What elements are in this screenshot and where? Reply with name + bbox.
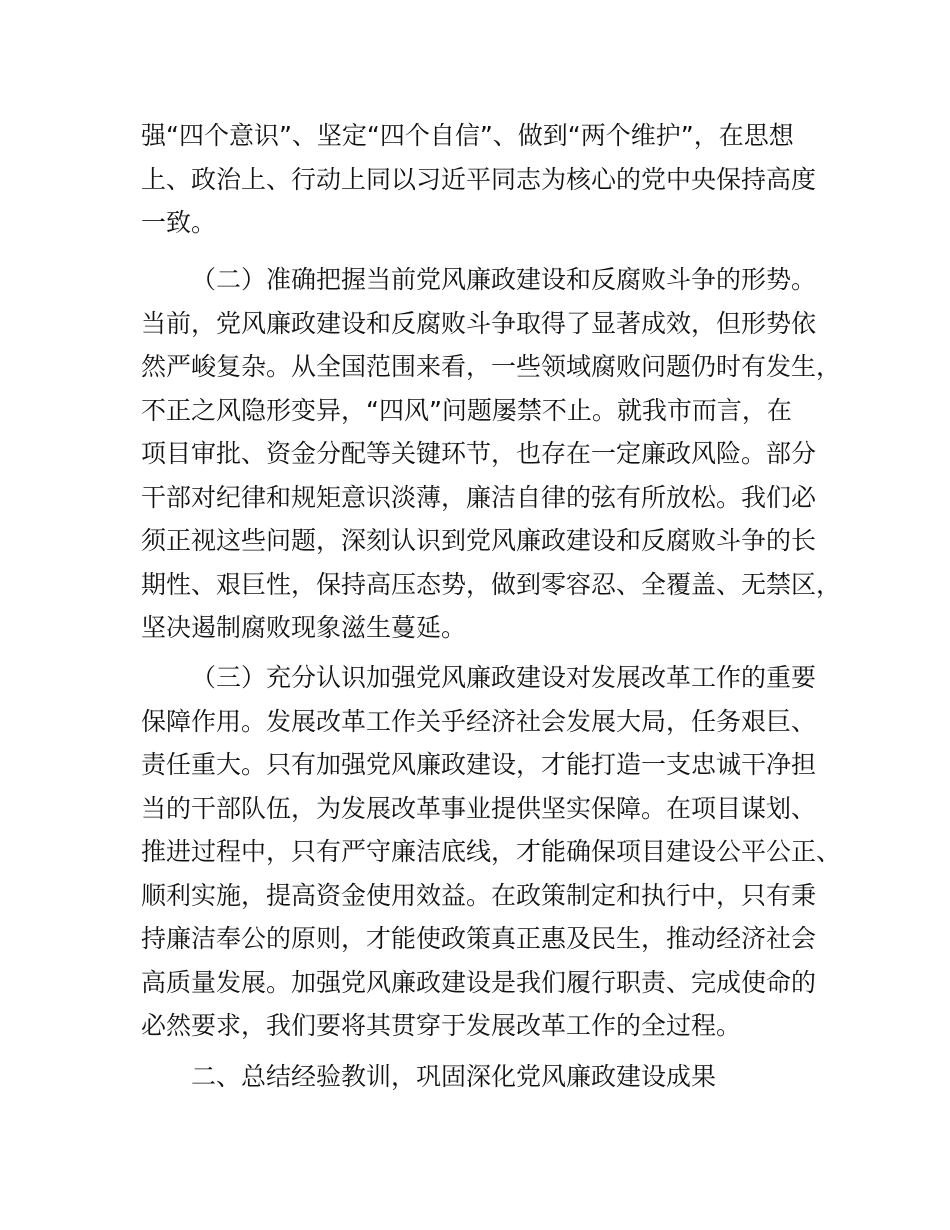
paragraph-line: 当的干部队伍，为发展改革事业提供坚实保障。在项目谋划、 [141, 793, 817, 823]
paragraph-importance [141, 656, 841, 1048]
paragraph-line: 坚决遏制腐败现象滋生蔓延。 [141, 613, 467, 642]
paragraph-line: 须正视这些问题，深刻认识到党风廉政建设和反腐败斗争的长 [141, 526, 817, 555]
paragraph-line: （二）准确把握当前党风廉政建设和反腐败斗争的形势。 [191, 265, 817, 294]
paragraph-line: 顺利实施，提高资金使用效益。在政策制定和执行中，只有秉 [141, 880, 817, 910]
paragraph-line: 上、政治上、行动上同以习近平同志为核心的党中央保持高度 [141, 164, 817, 194]
paragraph-line: 干部对纪律和规矩意识淡薄，廉洁自律的弦有所放松。我们必 [141, 482, 817, 512]
section-heading [141, 1055, 841, 1099]
paragraph-situation [141, 258, 841, 650]
paragraph-continuation [141, 114, 841, 245]
paragraph-line: （三）充分认识加强党风廉政建设对发展改革工作的重要 [191, 663, 817, 692]
paragraph-line: 不正之风隐形变异，“四风”问题屡禁不止。就我市而言，在 [141, 395, 792, 425]
paragraph-line: 推进过程中，只有严守廉洁底线，才能确保项目建设公平公正、 [141, 837, 842, 866]
paragraph-line: 持廉洁奉公的原则，才能使政策真正惠及民生，推动经济社会 [141, 924, 817, 953]
paragraph-line: 责任重大。只有加强党风廉政建设，才能打造一支忠诚干净担 [141, 750, 817, 779]
paragraph-line: 然严峻复杂。从全国范围来看，一些领域腐败问题仍时有发生， [141, 352, 842, 381]
paragraph-line: 强“四个意识”、坚定“四个自信”、做到“两个维护”，在思想 [141, 121, 794, 150]
paragraph-line: 期性、艰巨性，保持高压态势，做到零容忍、全覆盖、无禁区， [141, 569, 842, 599]
section-heading-text: 二、总结经验教训，巩固深化党风廉政建设成果 [191, 1062, 717, 1091]
paragraph-line: 一致。 [141, 208, 217, 237]
paragraph-line: 必然要求，我们要将其贯穿于发展改革工作的全过程。 [141, 1011, 742, 1040]
paragraph-line: 当前，党风廉政建设和反腐败斗争取得了显著成效，但形势依 [141, 308, 817, 338]
paragraph-line: 高质量发展。加强党风廉政建设是我们履行职责、完成使命的 [141, 967, 817, 997]
paragraph-line: 保障作用。发展改革工作关乎经济社会发展大局，任务艰巨、 [141, 706, 817, 736]
paragraph-line: 项目审批、资金分配等关键环节，也存在一定廉政风险。部分 [141, 439, 817, 468]
